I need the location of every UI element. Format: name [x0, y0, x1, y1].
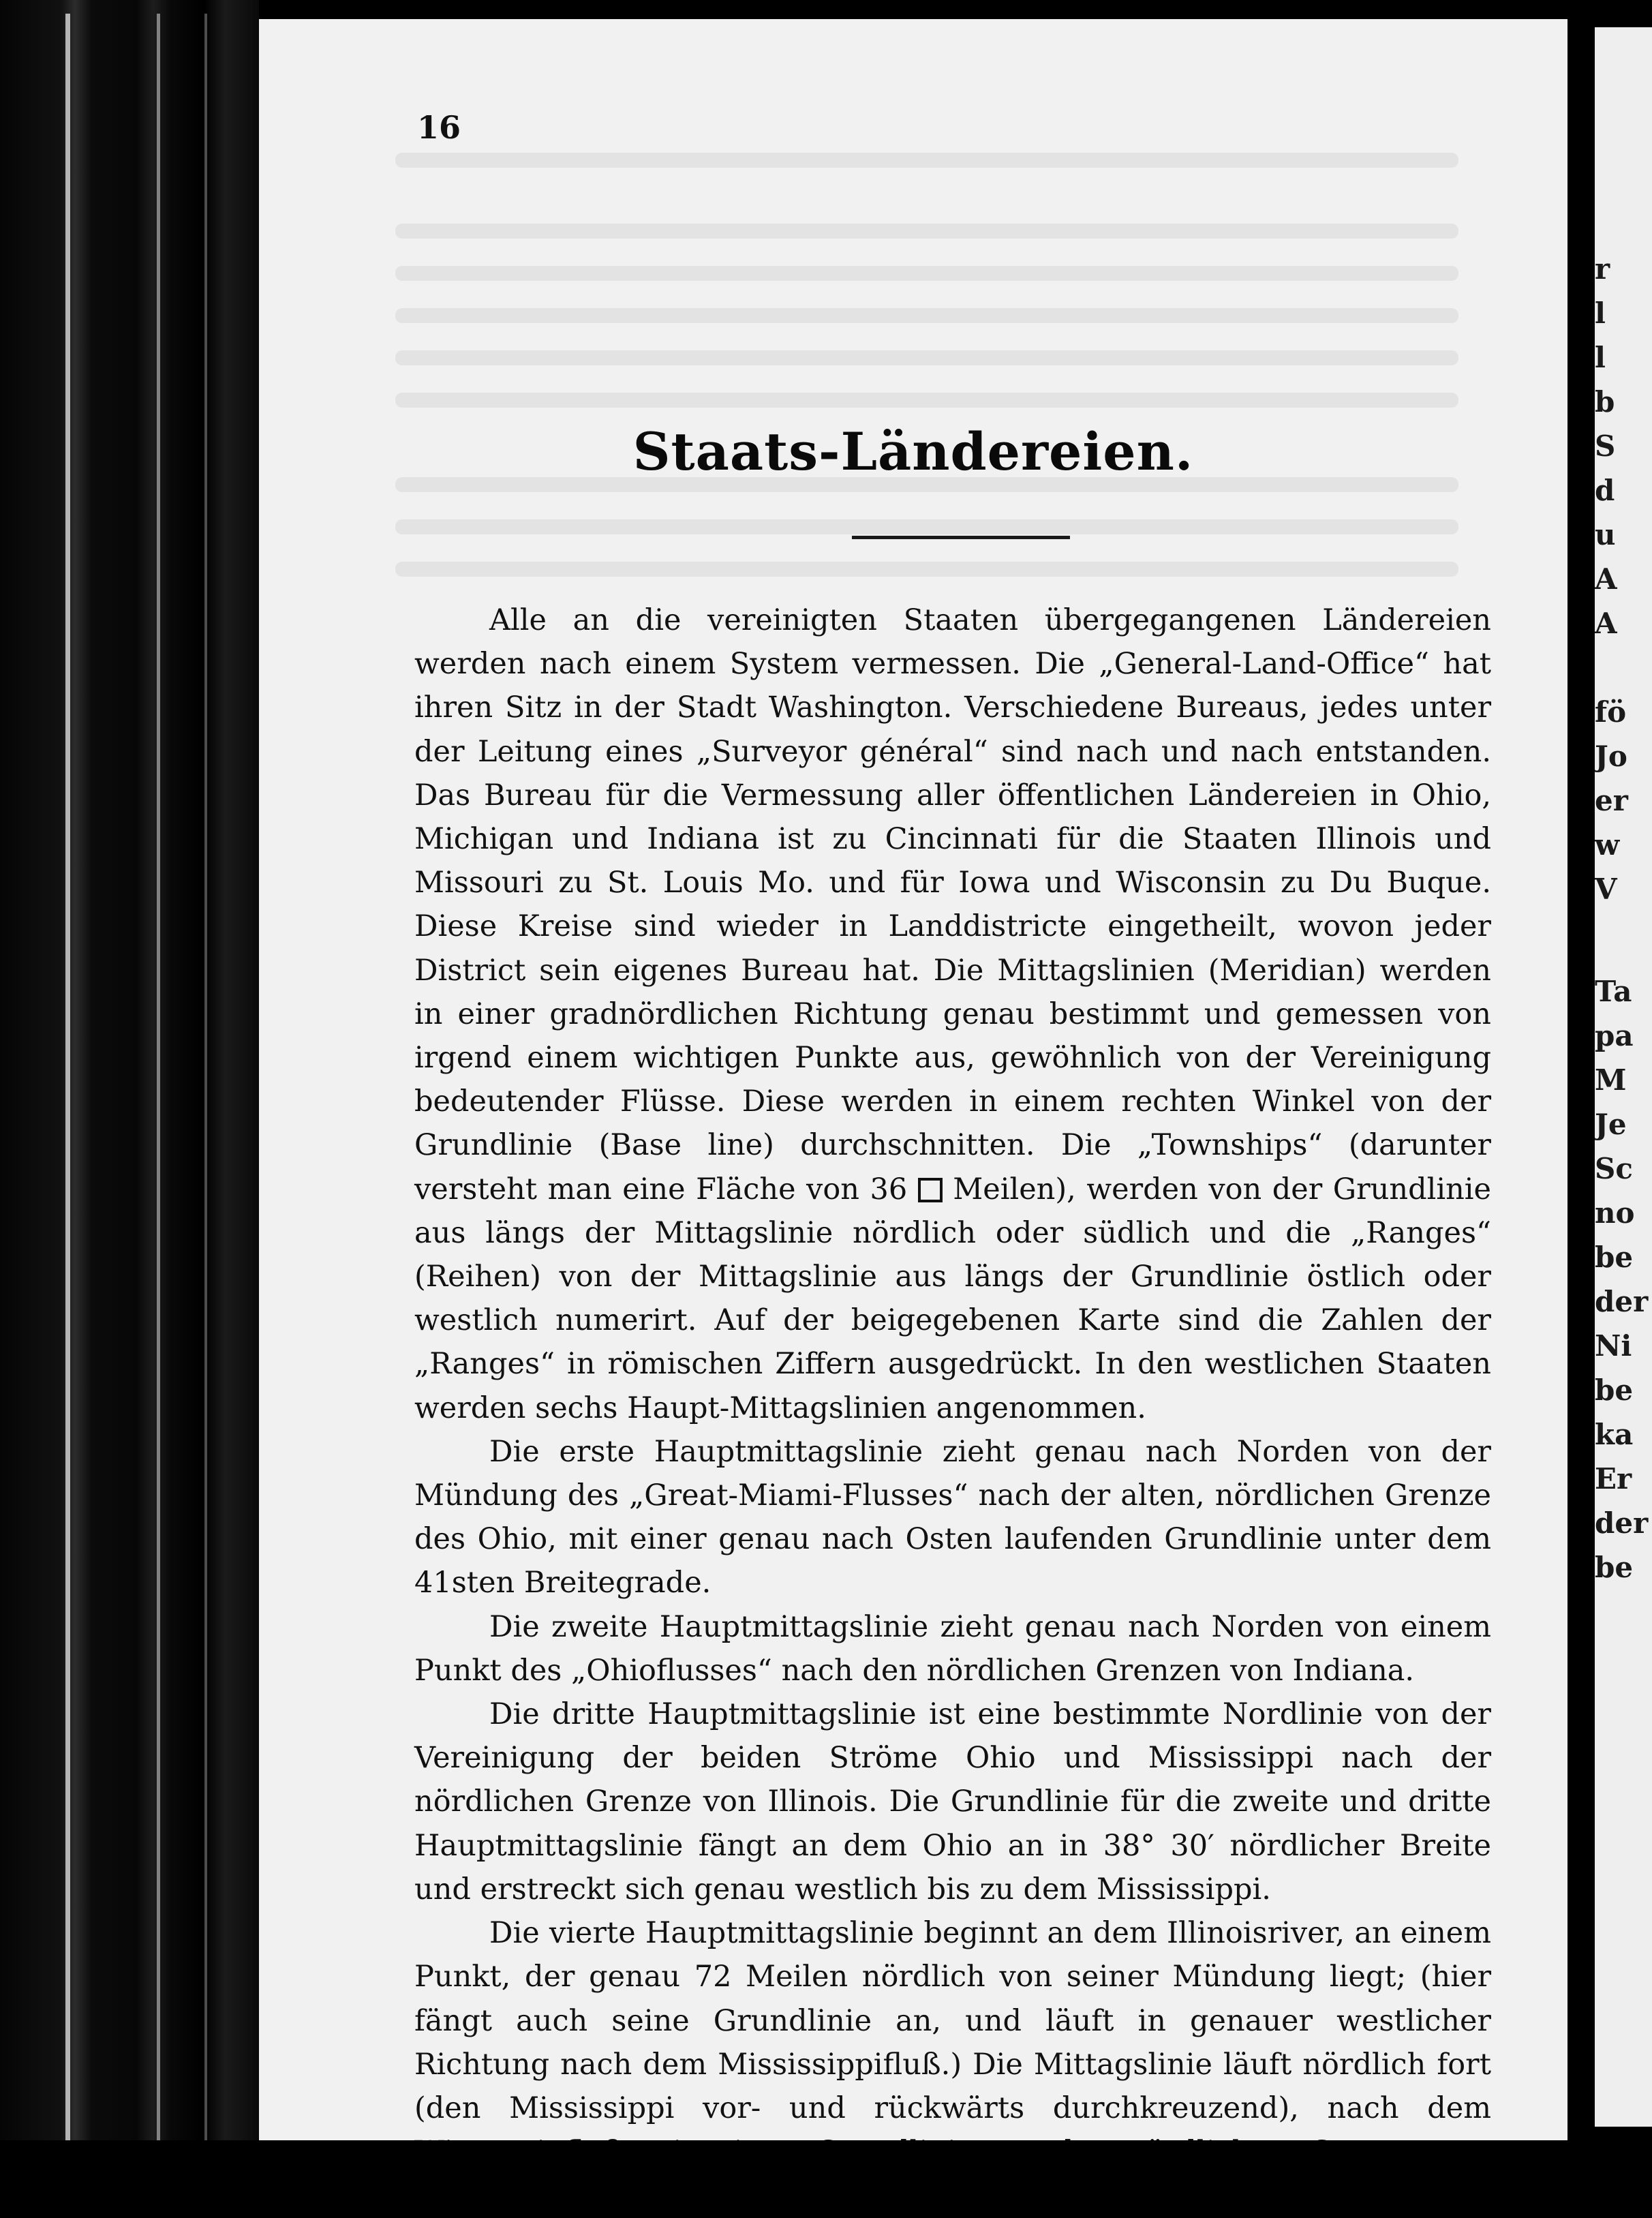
neighbour-fragment: ka: [1595, 1418, 1634, 1451]
scan-bottom-border: [0, 2140, 1652, 2214]
bleed-through-line: [395, 393, 1458, 408]
paragraph-1-text-a: Alle an die vereinigten Staaten übergegangenen Ländereien werden nach einem System vermessen. Die „General-Land-Office“ hat ihren Sitz in der Stadt Washington. Verschiedene Bureaus, jedes unter der Leitung eines „Surveyor général“ sind nach und nach entstanden. Das Bureau für die Vermessung aller öffentlichen Ländereien in Ohio, Michigan und Indiana ist zu Cincinnati für die Staaten Illinois und Missouri zu St. Louis Mo. und für Iowa und Wisconsin zu Du Buque. Diese Kreise sind wieder in Landdistricte eingetheilt, wovon jeder District sein eigenes Bureau hat. Die Mittagslinien (Meridian) werden in einer gradnördlichen Richtung genau bestimmt und gemessen von irgend einem wichtigen Punkte aus, gewöhnlich von der Vereinigung bedeutender Flüsse. Diese werden in einem rechten Winkel von der Grundlinie (Base line) durchschnitten. Die „Townships“ (darunter versteht man eine Fläche von 36: [414, 603, 1491, 1206]
page-number: 16: [417, 109, 461, 146]
neighbour-fragment: r: [1595, 252, 1610, 286]
bleed-through-line: [395, 153, 1458, 168]
neighbour-fragment: M: [1595, 1063, 1627, 1097]
neighbour-fragment: be: [1595, 1373, 1634, 1407]
neighbour-fragment: u: [1595, 518, 1616, 551]
neighbour-fragment: w: [1595, 828, 1620, 862]
paragraph-2: Die erste Hauptmittagslinie zieht genau nach Norden von der Mündung des „Great-Miami-Flusses“ nach der alten, nördlichen Grenze des Ohio, mit einer genau nach Osten laufenden Grundlinie unter dem 41sten Breitegrade.: [414, 1434, 1491, 1600]
neighbour-fragment: Jo: [1595, 740, 1627, 773]
neighbour-fragment: be: [1595, 1241, 1634, 1274]
paragraph-5: Die vierte Hauptmittagslinie beginnt an dem Illinoisriver, an einem Punkt, der genau 72 Meilen nördlich von seiner Mündung liegt; (hier fängt auch seine Grundlinie an, und läuft in genauer westlicher Richtung nach dem Mississippifluß.) Die Mittagslinie läuft nördlich fort (den Mississippi vor- und rückwärts durchkreuzend), nach dem: [414, 1916, 1491, 2125]
neighbour-fragment: V: [1595, 872, 1617, 906]
neighbour-fragment: d: [1595, 474, 1615, 507]
gutter-streak: [157, 14, 160, 2200]
page-title: Staats-Ländereien.: [632, 421, 1194, 482]
body-text: [414, 598, 1491, 2218]
bleed-through-line: [395, 519, 1458, 534]
neighbour-fragment: no: [1595, 1196, 1635, 1230]
bleed-through-line: [395, 224, 1458, 239]
neighbour-fragment: der: [1595, 1506, 1649, 1540]
neighbour-fragment: l: [1595, 297, 1606, 330]
neighbour-fragment: er: [1595, 784, 1628, 817]
bleed-through-line: [395, 562, 1458, 577]
neighbour-fragment: A: [1595, 562, 1617, 596]
square-symbol: [918, 1178, 943, 1202]
title-rule: [852, 536, 1070, 539]
neighbour-fragment: der: [1595, 1285, 1649, 1318]
scanned-page: [259, 19, 1567, 2140]
book-binding-gutter: [0, 0, 259, 2214]
neighbour-fragment: l: [1595, 341, 1606, 374]
gutter-streak: [204, 14, 207, 2200]
neighbour-fragment: fö: [1595, 695, 1627, 729]
paragraph-1: [414, 598, 1491, 1430]
paragraph-3: Die zweite Hauptmittagslinie zieht genau nach Norden von einem Punkt des „Ohioflusses“ nach den nördlichen Grenzen von Indiana.: [414, 1609, 1491, 1688]
neighbour-fragment: b: [1595, 385, 1615, 419]
bleed-through-line: [395, 308, 1458, 323]
neighbour-fragment: A: [1595, 607, 1617, 640]
paragraph-4: Die dritte Hauptmittagslinie ist eine bestimmte Nordlinie von der Vereinigung der beiden Ströme Ohio und Mississippi nach der nördlichen Grenze von Illinois. Die Grundlinie für die zweite und dritte Hauptmittagslinie fängt an dem Ohio an in 38° 30′ nördlicher Breite und erstreckt sich genau westlich bis zu dem Mississippi.: [414, 1697, 1491, 1906]
neighbour-fragment: Er: [1595, 1462, 1632, 1495]
neighbour-fragment: S: [1595, 429, 1616, 463]
neighbour-fragment: Ta: [1595, 975, 1632, 1008]
bleed-through-line: [395, 350, 1458, 365]
bleed-through-line: [395, 266, 1458, 281]
neighbour-fragment: pa: [1595, 1019, 1634, 1052]
gutter-streak: [65, 14, 70, 2200]
page-divider: [1567, 0, 1595, 2214]
neighbour-fragment: Sc: [1595, 1152, 1633, 1185]
neighbour-fragment: Ni: [1595, 1329, 1632, 1363]
neighbour-fragment: Je: [1595, 1108, 1627, 1141]
neighbour-page: [1595, 27, 1652, 2127]
neighbour-fragment: be: [1595, 1551, 1634, 1584]
paragraph-1-text-b: Meilen), werden von der Grundlinie aus längs der Mittagslinie nördlich oder südlich und die „Ranges“ (Reihen) von der Mittagslinie aus längs der Grundlinie östlich oder westlich numerirt. Auf der beigegebenen Karte sind die Zahlen der „Ranges“ in römischen Ziffern ausgedrückt. In den westlichen Staaten werden sechs Haupt-Mittagslinien angenommen.: [414, 1172, 1491, 1425]
